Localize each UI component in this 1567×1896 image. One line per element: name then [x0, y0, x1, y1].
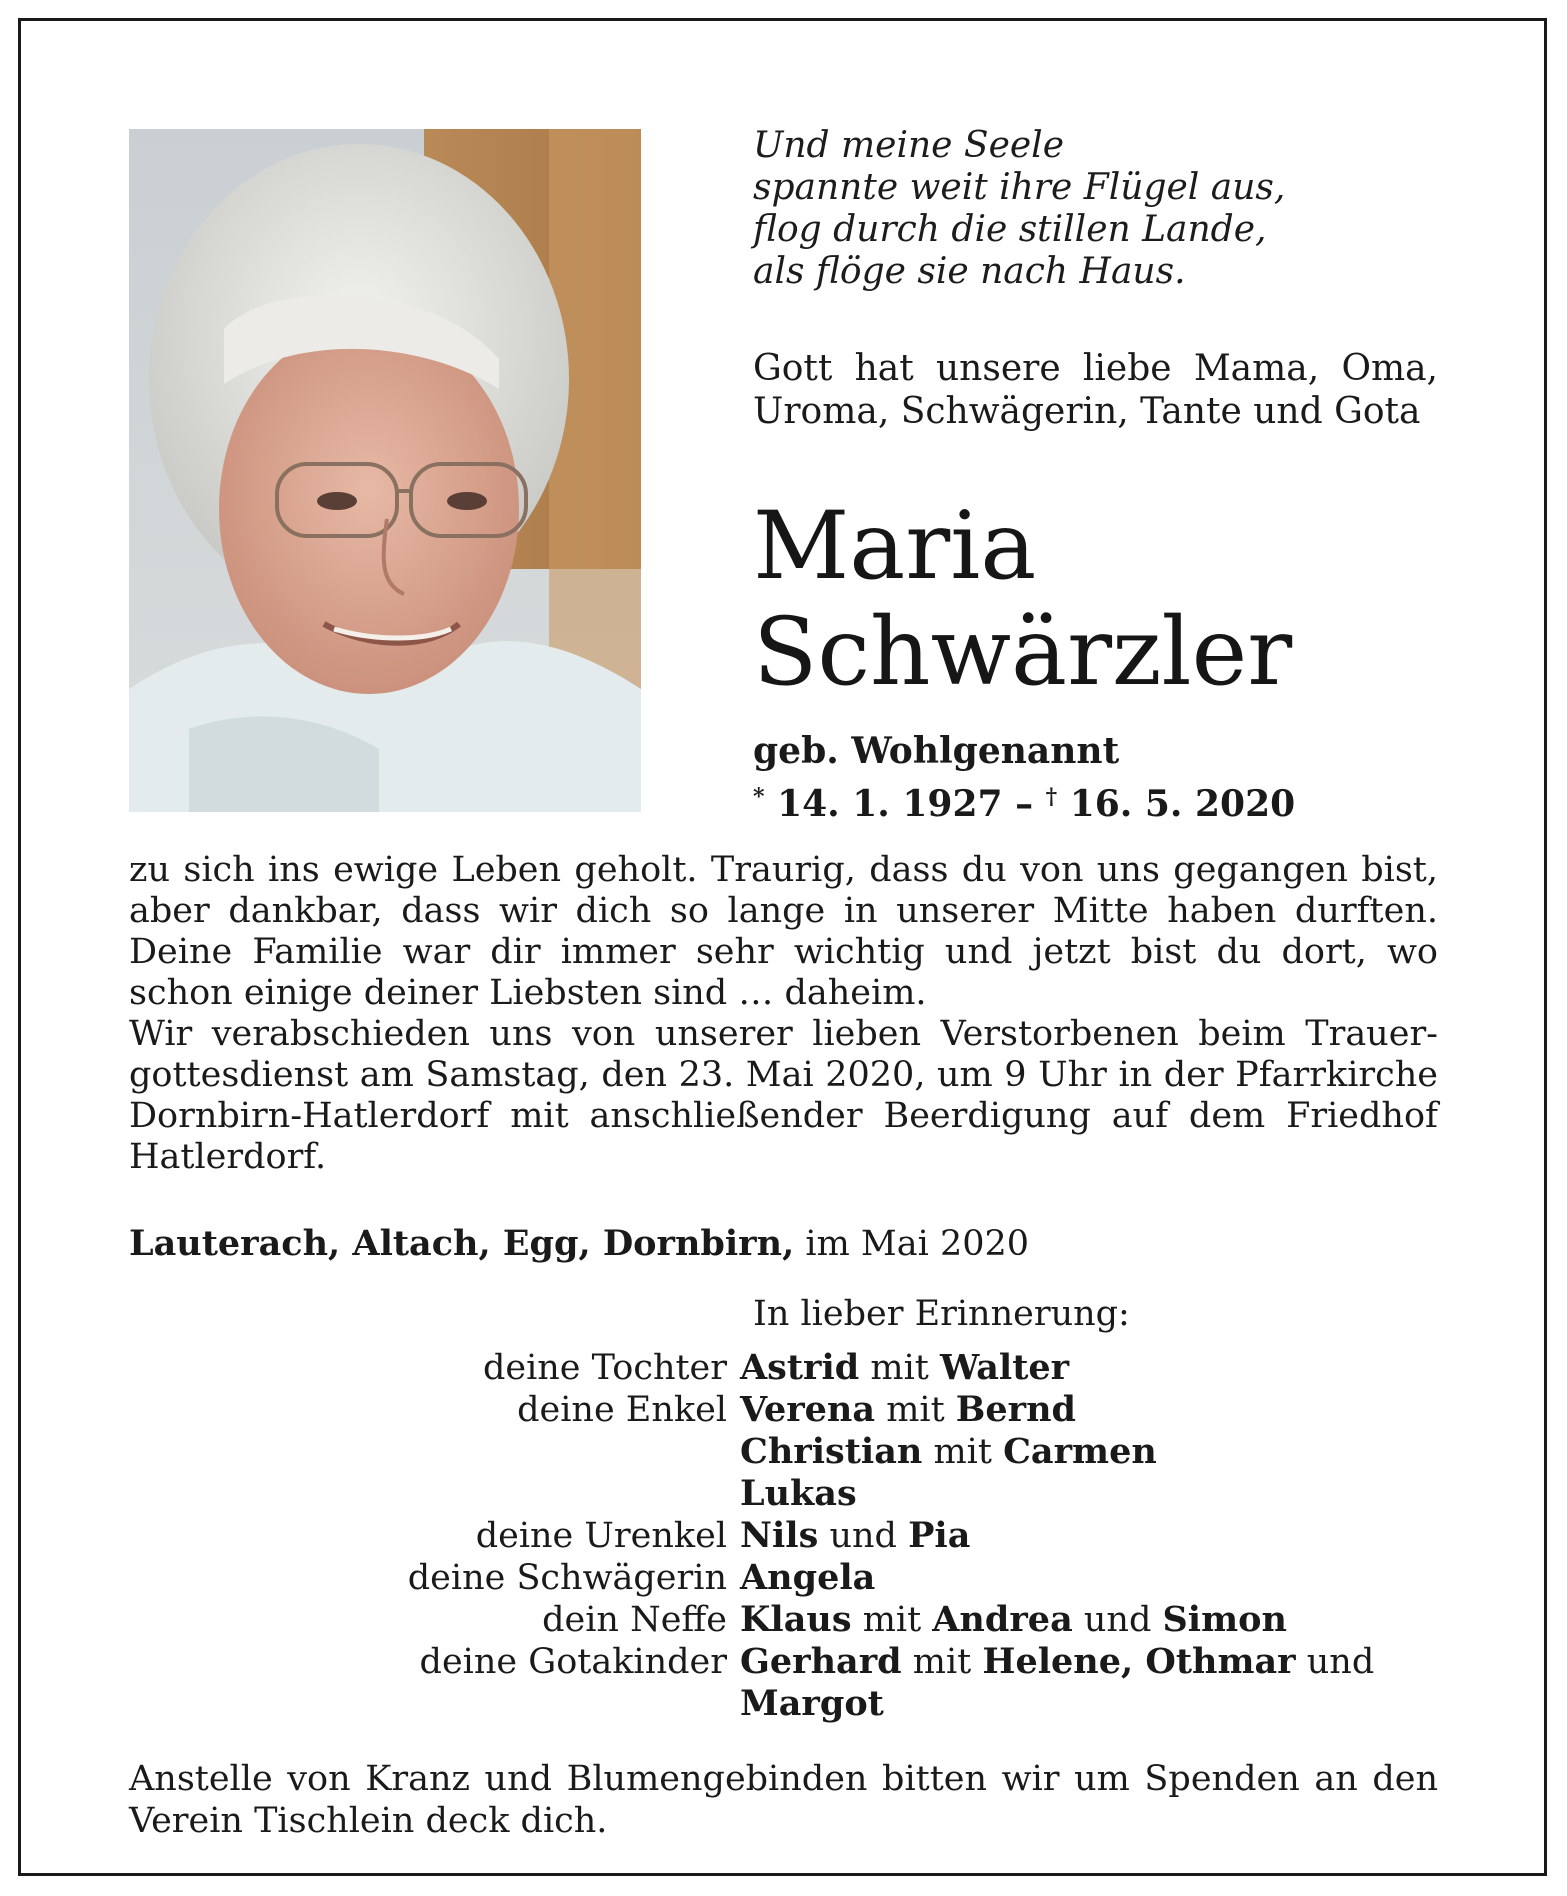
- obituary-body: [129, 850, 1438, 1178]
- body-paragraph: [129, 850, 1438, 1014]
- family-list: [300, 1347, 1440, 1725]
- family-relation: [300, 1473, 740, 1515]
- family-row: [300, 1515, 1440, 1557]
- body-text-b: daheim.: [784, 973, 927, 1013]
- family-relation: [300, 1431, 740, 1473]
- place-and-date: [129, 1223, 1029, 1265]
- place-towns: Lauterach, Altach, Egg, Dornbirn,: [129, 1223, 795, 1264]
- memorial-poem: [753, 125, 1285, 293]
- family-relation: [300, 1683, 740, 1725]
- birth-date: 14. 1. 1927: [777, 783, 1003, 825]
- place-date: im Mai 2020: [805, 1224, 1030, 1264]
- family-names: Astrid mit Walter: [740, 1347, 1070, 1388]
- family-relation: deine Schwägerin: [407, 1558, 727, 1598]
- birth-name: geb. Wohlgenannt: [753, 730, 1120, 772]
- family-names: Gerhard mit Helene, Othmar und: [740, 1641, 1375, 1682]
- memory-header: In lieber Erinnerung:: [753, 1294, 1130, 1334]
- intro-line: Gott hat unsere liebe Mama, Oma,: [753, 348, 1438, 389]
- family-relation: deine Gotakinder: [419, 1642, 727, 1682]
- family-row: [300, 1683, 1440, 1725]
- family-row: [300, 1557, 1440, 1599]
- family-row: [300, 1473, 1440, 1515]
- family-relation: dein Neffe: [542, 1600, 727, 1640]
- intro-line: Uroma, Schwägerin, Tante und Gota: [753, 391, 1421, 432]
- family-names: Nils und Pia: [740, 1515, 971, 1556]
- family-names: Angela: [740, 1557, 876, 1598]
- family-names: Verena mit Bernd: [740, 1389, 1076, 1430]
- body-text-a: zu sich ins ewige Leben geholt. Traurig, dass du von uns gegangen bist, aber dankbar, dass wir dich so lange in unserer Mitte haben durften. Deine Familie war dir immer sehr wichtig und jetzt bist du dort, wo schon einige deiner Liebsten sind …: [129, 850, 1438, 1013]
- birth-symbol: *: [753, 784, 765, 810]
- intro-text: [753, 347, 1438, 433]
- deceased-name: [753, 494, 1292, 706]
- life-dates: [753, 776, 1295, 825]
- poem-line: als flöge sie nach Haus.: [753, 251, 1186, 292]
- date-separator: –: [1002, 783, 1046, 825]
- family-relation: deine Tochter: [482, 1348, 727, 1388]
- family-names: Klaus mit Andrea und Simon: [740, 1599, 1287, 1640]
- family-row: [300, 1641, 1440, 1683]
- donation-note: Anstelle von Kranz und Blumengebinden bitten wir um Spenden an den Verein Tischlein deck dich.: [129, 1759, 1438, 1841]
- death-date: 16. 5. 2020: [1069, 783, 1296, 825]
- last-name: Schwärzler: [753, 598, 1293, 707]
- family-relation: deine Urenkel: [475, 1516, 727, 1556]
- body-paragraph: Wir verabschieden uns von unserer lieben Verstorbenen beim Trauer-gottesdienst am Samstag, den 23. Mai 2020, um 9 Uhr in der Pfarrkirche Dornbirn-Hatlerdorf mit anschließender Beerdigung auf dem Friedhof Hatlerdorf.: [129, 1014, 1438, 1177]
- family-row: [300, 1347, 1440, 1389]
- poem-line: spannte weit ihre Flügel aus,: [753, 167, 1286, 208]
- family-row: [300, 1431, 1440, 1473]
- family-relation: deine Enkel: [517, 1390, 727, 1430]
- poem-line: flog durch die stillen Lande,: [753, 209, 1267, 250]
- family-names: Margot: [740, 1683, 884, 1724]
- portrait-photo: [129, 129, 641, 812]
- first-name: Maria: [753, 492, 1037, 601]
- poem-line: Und meine Seele: [753, 125, 1064, 166]
- death-symbol: †: [1045, 784, 1058, 810]
- family-row: [300, 1599, 1440, 1641]
- family-names: Christian mit Carmen: [740, 1431, 1157, 1472]
- family-row: [300, 1389, 1440, 1431]
- family-names: Lukas: [740, 1473, 857, 1514]
